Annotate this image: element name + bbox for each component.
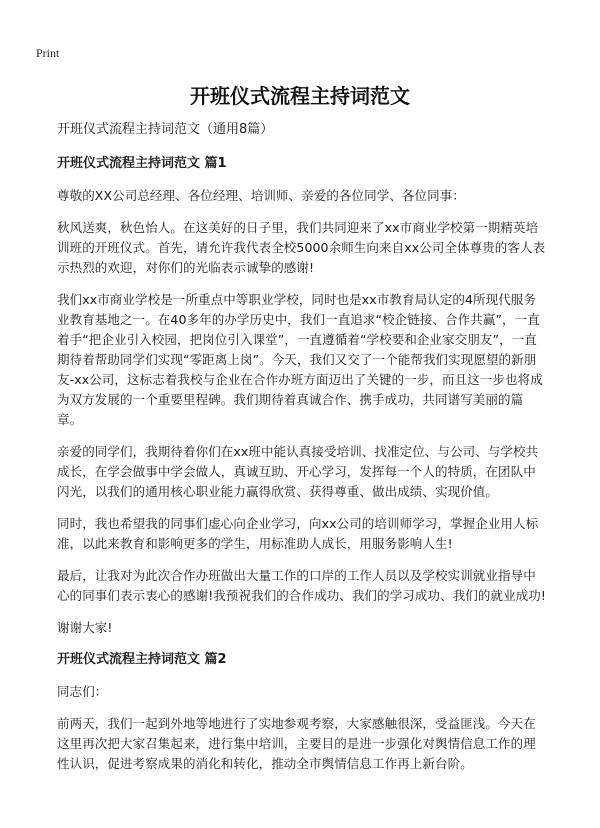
paragraph: 谢谢大家! — [57, 620, 113, 635]
paragraph: 同志们： — [57, 684, 108, 699]
document-body — [57, 120, 547, 786]
section-heading: 开班仪式流程主持词范文 篇2 — [57, 652, 227, 667]
paragraph: 尊敬的XX公司总经理、各位经理、培训师、亲爱的各位同学、各位同事： — [57, 188, 465, 203]
document-subtitle: 开班仪式流程主持词范文（通用8篇） — [57, 122, 274, 137]
section-heading: 开班仪式流程主持词范文 篇1 — [57, 156, 227, 171]
print-label[interactable]: Print — [36, 46, 60, 60]
paragraph: 亲爱的同学们，我期待着你们在xx班中能认真接受培训、找准定位、与公司、与学校共成长，在学会做事中学会做人，真诚互助、开心学习，发挥每一个人的特质，在团队中闪光，以我们的通用核心职业能力赢得欣赏、获得尊重、做出成绩、实现价值。 — [57, 444, 539, 499]
document-title: 开班仪式流程主持词范文 — [190, 84, 410, 108]
paragraph: 前两天，我们一起到外地等地进行了实地参观考察，大家感触很深，受益匪浅。今天在这里再次把大家召集起来，进行集中培训，主要目的是进一步强化对舆情信息工作的理性认识，促进考察成果的消化和转化，推动全市舆情信息工作再上新台阶。 — [57, 716, 536, 771]
paragraph: 我们xx市商业学校是一所重点中等职业学校，同时也是xx市教育局认定的4所现代服务业教育基地之一。在40多年的办学历史中，我们一直追求“校企链接、合作共赢”，一直着手“把企业引入校园，把岗位引入课堂”，一直遵循着“学校要和企业家交朋友”，一直期待着帮助同学们实现“零距离上岗”。今天，我们又交了一个能帮我们实现愿望的新朋友-xx公司，这标志着我校与企业在合作办班方面迈出了关键的一步，而且这一步也将成为双方发展的一个重要里程碑。我们期待着真诚合作、携手成功，共同谱写美丽的篇章。 — [57, 292, 543, 427]
paragraph: 秋风送爽，秋色怡人。在这美好的日子里，我们共同迎来了xx市商业学校第一期精英培训班的开班仪式。首先，请允许我代表全校5000余师生向来自xx公司全体尊贵的客人表示热烈的欢迎，对你们的光临表示诚挚的感谢! — [57, 220, 546, 275]
paragraph: 最后，让我对为此次合作办班做出大量工作的口岸的工作人员以及学校实训就业指导中心的同事们表示衷心的感谢!我预祝我们的合作成功、我们的学习成功、我们的就业成功! — [57, 568, 547, 603]
paragraph: 同时，我也希望我的同事们虚心向企业学习，向xx公司的培训师学习，掌握企业用人标准，以此来教育和影响更多的学生，用标准助人成长，用服务影响人生! — [57, 516, 539, 551]
